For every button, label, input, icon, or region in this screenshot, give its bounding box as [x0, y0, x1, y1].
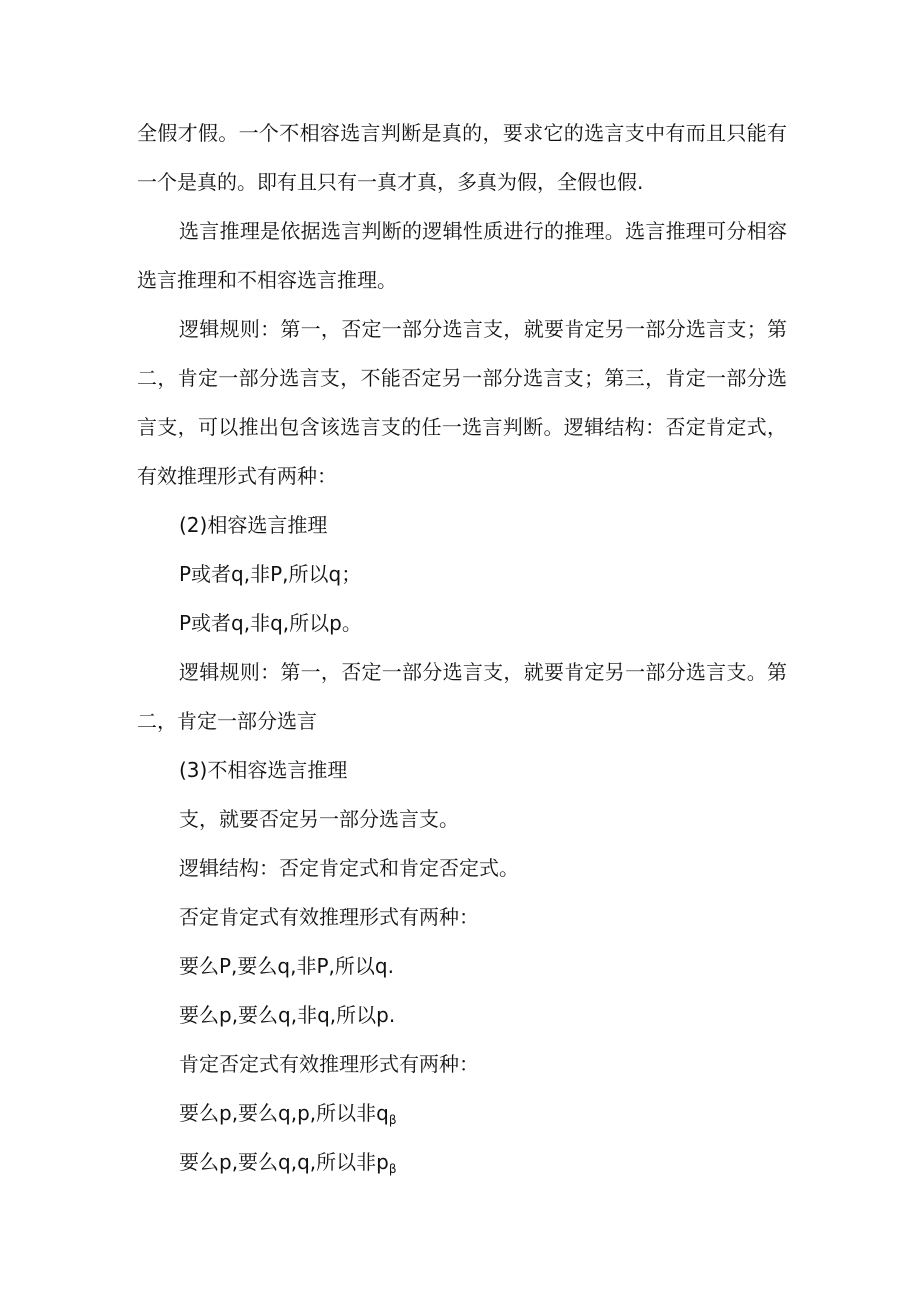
paragraph-line: 否定肯定式有效推理形式有两种：	[179, 905, 479, 929]
paragraph-line: 一个是真的。即有且只有一真才真，多真为假，全假也假.	[137, 170, 644, 194]
paragraph-line: 有效推理形式有两种：	[137, 464, 337, 488]
formula-line: P或者q,非P,所以q；	[179, 562, 362, 586]
paragraph-line: 选言推理和不相容选言推理。	[137, 268, 397, 292]
paragraph-line: 二，肯定一部分选言	[137, 709, 317, 733]
section-heading: (2)相容选言推理	[179, 513, 328, 537]
formula-text: 要么p,要么q,p,所以非q	[179, 1101, 389, 1125]
formula-text: 要么p,要么q,q,所以非p	[179, 1150, 389, 1174]
paragraph-line: 支，就要否定另一部分选言支。	[179, 807, 459, 831]
paragraph-line: 二，肯定一部分选言支，不能否定另一部分选言支；第三，肯定一部分选	[137, 366, 787, 390]
paragraph-line: 逻辑规则：第一，否定一部分选言支，就要肯定另一部分选言支；第	[179, 317, 787, 341]
formula-line: 要么p,要么q,非q,所以p.	[179, 1003, 396, 1027]
subscript-mark: β	[388, 1113, 397, 1127]
paragraph-line: 言支，可以推出包含该选言支的任一选言判断。逻辑结构：否定肯定式，	[137, 415, 787, 439]
paragraph-line: 逻辑结构：否定肯定式和肯定否定式。	[179, 856, 519, 880]
formula-line: 要么P,要么q,非P,所以q.	[179, 954, 394, 978]
paragraph-line: 全假才假。一个不相容选言判断是真的，要求它的选言支中有而且只能有	[137, 121, 787, 145]
formula-line: P或者q,非q,所以p。	[179, 611, 362, 635]
paragraph-line: 选言推理是依据选言判断的逻辑性质进行的推理。选言推理可分相容	[179, 219, 787, 243]
section-heading: (3)不相容选言推理	[179, 758, 348, 782]
formula-line	[137, 1142, 787, 1191]
subscript-mark: β	[388, 1162, 397, 1176]
formula-line	[137, 1093, 787, 1142]
paragraph-line: 肯定否定式有效推理形式有两种：	[179, 1052, 479, 1076]
paragraph-line: 逻辑规则：第一，否定一部分选言支，就要肯定另一部分选言支。第	[179, 660, 787, 684]
document-page	[137, 113, 787, 1191]
